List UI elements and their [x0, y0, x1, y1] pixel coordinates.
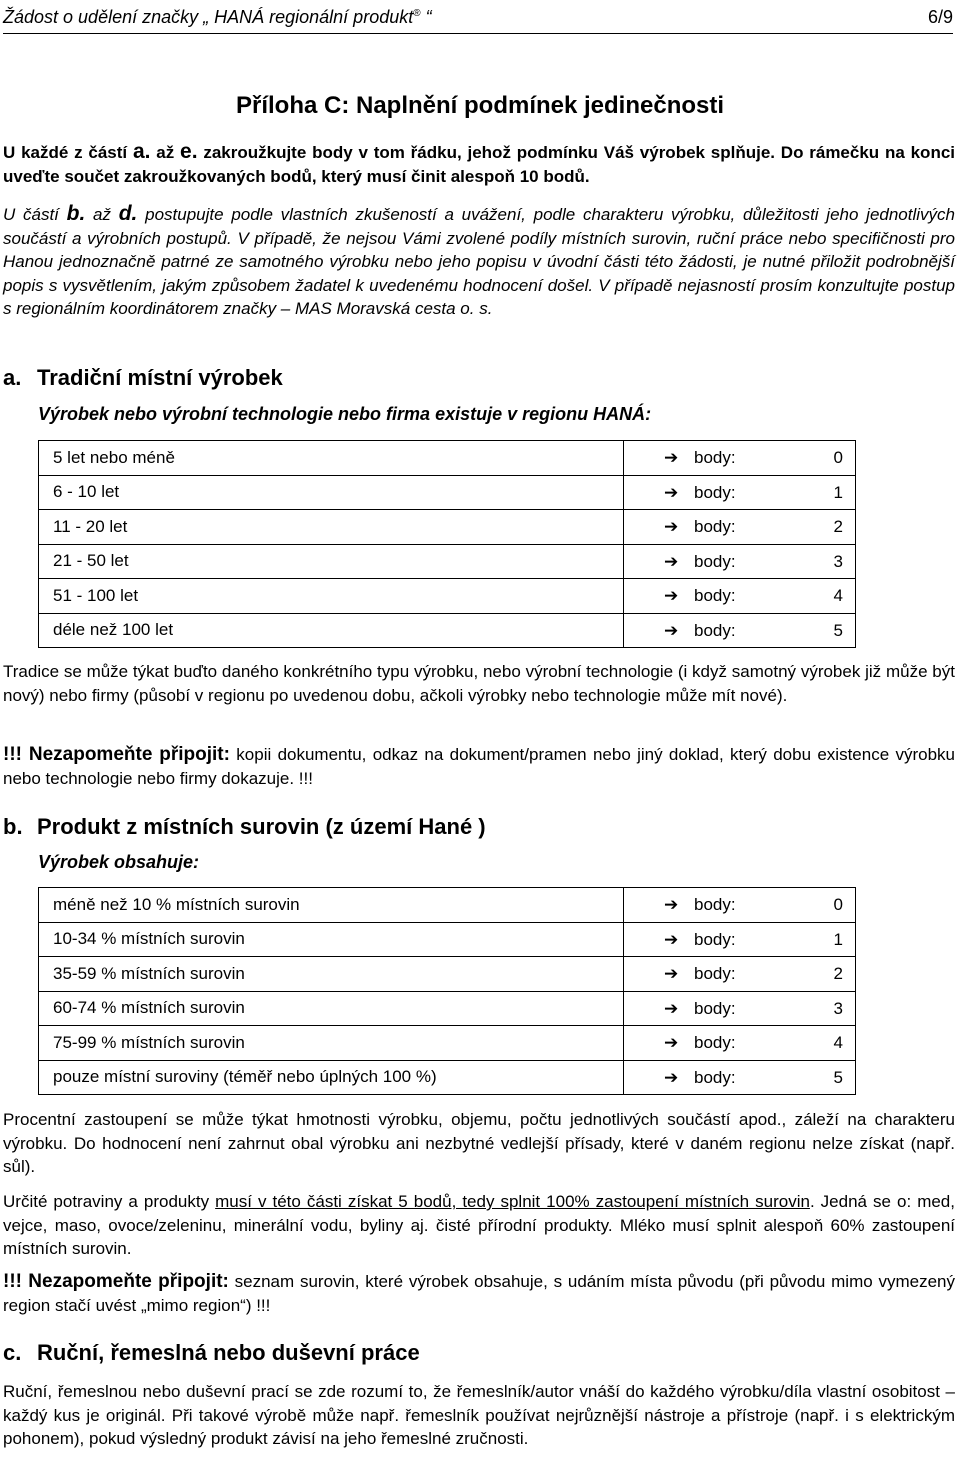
arrow-right-icon: ➔ [664, 998, 679, 1018]
section-b-score-table [38, 887, 856, 1095]
score-points: 3 [833, 551, 843, 571]
score-row-value [624, 510, 856, 545]
arrow-right-icon: ➔ [664, 517, 679, 536]
registered-mark: ® [413, 8, 421, 19]
arrow-right-icon: ➔ [664, 482, 679, 502]
body-label: body: [694, 998, 736, 1018]
body-label: body: [694, 1067, 736, 1087]
arrow-right-icon: ➔ [664, 620, 679, 640]
body-label: body: [694, 448, 736, 467]
score-row [39, 957, 856, 992]
score-row-value [624, 544, 856, 579]
intro-guidance: U částí b. až d. postupujte podle vlastních zkušeností a uvážení, podle charakteru výrobku, důležitosti jeho jednotlivých součástí a výrobních postupů. V případě, že nejsou Vámi zvolené podíly místních surovin, ruční práce nebo specifičnosti pro Hanou jednoznačně patrné ze samotného výrobku nebo jeho popisu v úvodní části této žádosti, je nutné přiložit podrobnější popis s vysvětlením, jakým způsobem žadatel k uvedenému hodnocení došel. V případě nejasností prosím konzultujte postup s regionálním koordinátorem značky – MAS Moravská cesta o. s. [3, 202, 955, 318]
section-a-subtitle: Výrobek nebo výrobní technologie nebo firma existuje v regionu HANÁ: [38, 404, 652, 424]
score-row [39, 1060, 856, 1095]
section-c-heading: c. Ruční, řemeslná nebo duševní práce [3, 1340, 420, 1365]
score-row [39, 888, 856, 923]
score-row-value [624, 922, 856, 957]
header-title: Žádost o udělení značky „ HANÁ regionální produkt® “ [3, 7, 432, 27]
score-row-value [624, 1026, 856, 1061]
score-row [39, 544, 856, 579]
score-points: 1 [833, 929, 843, 949]
score-row-label: pouze místní suroviny (téměř nebo úplných 100 %) [39, 1060, 624, 1095]
score-row-value [624, 888, 856, 923]
arrow-right-icon: ➔ [664, 448, 679, 467]
section-a-attach-note: !!! Nezapomeňte připojit: kopii dokumentu, odkaz na dokument/pramen nebo jiný doklad, který dobu existence výrobku nebo technologie nebo firmy dokazuje. !!! [3, 744, 955, 788]
arrow-right-icon: ➔ [664, 895, 679, 914]
arrow-right-icon: ➔ [664, 964, 679, 983]
score-row [39, 613, 856, 648]
score-row [39, 475, 856, 510]
score-row-value [624, 613, 856, 648]
score-row [39, 922, 856, 957]
arrow-right-icon: ➔ [664, 586, 679, 605]
body-label: body: [694, 964, 736, 983]
section-b-note: Procentní zastoupení se může týkat hmotnosti výrobku, objemu, počtu jednotlivých součástí apod., záleží na charakteru výrobku. Do hodnocení není zahrnut obal výrobku ani nezbytné vedlejší přísady, které v daném regionu nelze získat (např. sůl). [3, 1110, 955, 1176]
score-row-label: 60-74 % místních surovin [39, 991, 624, 1026]
section-a-score-table [38, 440, 856, 648]
page-title: Příloha C: Naplnění podmínek jedinečnosti [235, 92, 725, 119]
section-b-heading: b. Produkt z místních surovin (z území Hané ) [3, 814, 486, 839]
body-label: body: [694, 620, 736, 640]
score-points: 3 [833, 998, 843, 1018]
section-c-note: Ruční, řemeslnou nebo duševní prací se zde rozumí to, že řemeslník/autor vnáší do každého výrobku/díla vlastní osobitost – každý kus je originál. Při takové výrobě může např. řemeslník používat nejrůznější nástroje a přístroje (např. i s elektrickým pohonem), pokud výsledný produkt závisí na jeho řemeslné zručnosti. [3, 1382, 955, 1448]
score-row-label: déle než 100 let [39, 613, 624, 648]
score-row-label: 6 - 10 let [39, 475, 624, 510]
score-row-value [624, 579, 856, 614]
score-points: 2 [833, 517, 843, 536]
score-row [39, 991, 856, 1026]
arrow-right-icon: ➔ [664, 551, 679, 571]
section-a-note: Tradice se může týkat buďto daného konkrétního typu výrobku, nebo výrobní technologie (i když samotný výrobek již může být nový) nebo firmy (působí v regionu po uvedenou dobu, ačkoli výrobky nebo technologie může mít nové). [3, 662, 955, 705]
body-label: body: [694, 1033, 736, 1052]
section-a-heading: a. Tradiční místní výrobek [3, 365, 283, 390]
body-label: body: [694, 482, 736, 502]
body-label: body: [694, 551, 736, 571]
body-label: body: [694, 895, 736, 914]
score-row-label: méně než 10 % místních surovin [39, 888, 624, 923]
score-row-label: 10-34 % místních surovin [39, 922, 624, 957]
score-points: 0 [833, 895, 843, 914]
score-row-value [624, 1060, 856, 1095]
arrow-right-icon: ➔ [664, 929, 679, 949]
score-row-value [624, 957, 856, 992]
score-points: 0 [833, 448, 843, 467]
score-row-label: 75-99 % místních surovin [39, 1026, 624, 1061]
body-label: body: [694, 586, 736, 605]
score-points: 5 [833, 1067, 843, 1087]
score-row-value [624, 991, 856, 1026]
score-points: 4 [833, 586, 843, 605]
score-row [39, 510, 856, 545]
page-header [3, 3, 953, 34]
score-points: 5 [833, 620, 843, 640]
score-row-label: 51 - 100 let [39, 579, 624, 614]
body-label: body: [694, 929, 736, 949]
section-b-requirement: Určité potraviny a produkty musí v této části získat 5 bodů, tedy splnit 100% zastoupení místních surovin. Jedná se o: med, vejce, maso, ovoce/zeleninu, minerální vodu, byliny aj. čisté přírodní produkty. Mléko musí splnit alespoň 60% zastoupení místních surovin. [3, 1192, 955, 1258]
score-row-label: 5 let nebo méně [39, 441, 624, 476]
score-row-value [624, 441, 856, 476]
arrow-right-icon: ➔ [664, 1033, 679, 1052]
section-b-attach-note: !!! Nezapomeňte připojit: seznam surovin, které výrobek obsahuje, s udáním místa původu (při původu mimo vymezený region stačí uvést „mimo region“) !!! [3, 1271, 955, 1315]
intro-instructions: U každé z částí a. až e. zakroužkujte body v tom řádku, jehož podmínku Váš výrobek splňuje. Do rámečku na konci uveďte součet zakroužkovaných bodů, který musí činit alespoň 10 bodů. [3, 140, 956, 186]
section-b-subtitle: Výrobek obsahuje: [38, 852, 200, 872]
score-row-label: 35-59 % místních surovin [39, 957, 624, 992]
page-number: 6/9 [927, 7, 953, 27]
score-row [39, 579, 856, 614]
score-points: 2 [833, 964, 843, 983]
score-row-label: 11 - 20 let [39, 510, 624, 545]
score-row-label: 21 - 50 let [39, 544, 624, 579]
score-points: 1 [833, 482, 843, 502]
score-row-value [624, 475, 856, 510]
score-points: 4 [833, 1033, 843, 1052]
score-row [39, 1026, 856, 1061]
score-row [39, 441, 856, 476]
arrow-right-icon: ➔ [664, 1067, 679, 1087]
body-label: body: [694, 517, 736, 536]
